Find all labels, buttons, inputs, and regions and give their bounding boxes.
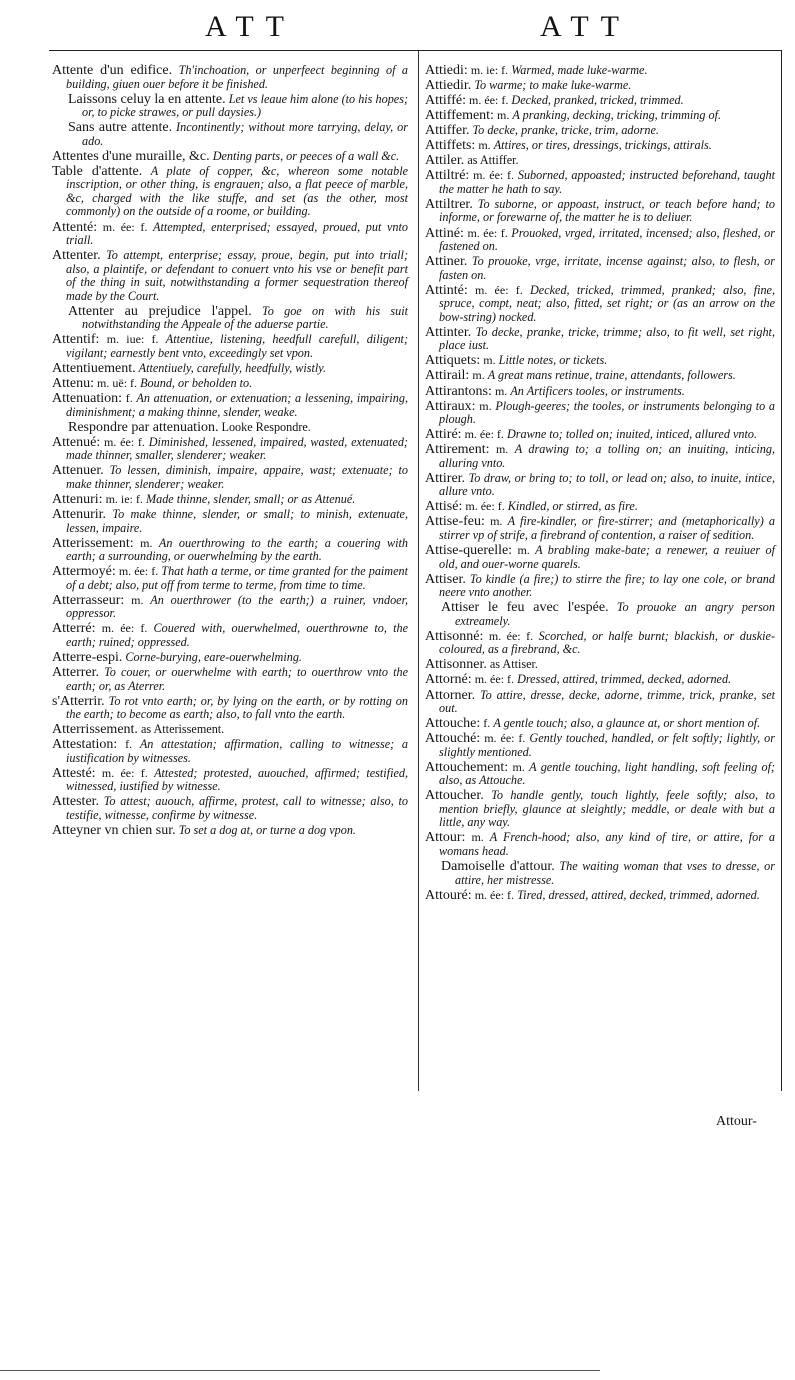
entry-definition: Prouoked, vrged, irritated, incensed; also, fleshed, or fastened on.	[439, 225, 775, 254]
entry-definition: To set a dog at, or turne a dog vpon.	[178, 822, 356, 837]
entry-grammar: m. ée: f.	[465, 499, 505, 514]
entry-headword: Attiffets:	[425, 138, 476, 154]
dictionary-entry	[52, 738, 408, 765]
entry-headword: Attenuri:	[52, 491, 103, 507]
entry-grammar: f.	[125, 737, 133, 752]
dictionary-entry	[425, 94, 775, 108]
entry-definition: Attentiuely, carefully, heedfully, wistly.	[138, 360, 327, 375]
entry-definition: as Attiser.	[489, 657, 538, 672]
entry-headword: Attisonner.	[425, 657, 487, 673]
entry-headword: Atterrasseur:	[52, 592, 125, 608]
dictionary-entry	[425, 198, 775, 225]
dictionary-entry	[425, 326, 775, 353]
dictionary-entry	[425, 400, 775, 427]
dictionary-entry	[425, 732, 775, 759]
entry-definition: A pranking, decking, tricking, trimming of.	[512, 108, 722, 123]
dictionary-entry	[52, 464, 408, 491]
entry-grammar: m.	[478, 138, 491, 153]
entry-headword: Attiner.	[425, 254, 468, 270]
entry-headword: Attorner.	[425, 687, 476, 703]
entry-definition: To attest; auouch, affirme, protest, call to witnesse; also, to testifie, witnesse, confirme by witnesse.	[66, 794, 408, 822]
dictionary-entry	[52, 594, 408, 621]
entry-definition: Warmed, made luke-warme.	[511, 63, 648, 77]
entry-headword: Attiquets:	[425, 353, 481, 369]
dictionary-entry	[52, 377, 408, 391]
dictionary-entry	[52, 493, 408, 507]
entry-definition: To handle gently, touch lightly, feele softly; also, to mention briefly, glaunce at sleightly; meddle, or deale with but a little, any way.	[439, 788, 775, 830]
entry-headword: Damoiselle d'attour.	[441, 859, 555, 875]
entry-definition: Decked, tricked, trimmed, pranked; also, fine, spruce, compt, neat; also, fitted, set right; or (as an arrow on the bow-string) nocked.	[439, 282, 776, 324]
entry-grammar: m. iue: f.	[106, 332, 159, 347]
dictionary-entry	[425, 385, 775, 399]
dictionary-entry	[52, 537, 408, 564]
entry-definition: A gentle touch; also, a glaunce at, or short mention of.	[493, 716, 761, 731]
entry-headword: Atteyner vn chien sur.	[52, 822, 176, 838]
entry-definition: Th'inchoation, or unperfeect beginning of a building, giuen ouer before it be finished.	[66, 63, 409, 91]
entry-definition: Made thinne, slender, small; or as Attenué.	[145, 491, 356, 506]
dictionary-entry	[425, 124, 775, 138]
dictionary-entry	[52, 150, 408, 164]
entry-definition: Couered with, ouerwhelmed, ouerthrowne to, the earth; ruined; oppressed.	[66, 621, 409, 649]
dictionary-entry	[425, 717, 775, 731]
entry-headword: Attermoyé:	[52, 564, 116, 580]
entry-grammar: m.	[495, 442, 509, 457]
entry-definition: To draw, or bring to; to toll, or lead on; also, to inuite, intice, allure vnto.	[439, 470, 775, 499]
dictionary-entry	[52, 64, 408, 91]
entry-definition: Looke Respondre.	[221, 419, 311, 434]
dictionary-entry	[425, 369, 775, 383]
entry-definition: Tired, dressed, attired, decked, trimmed, adorned.	[517, 887, 760, 902]
entry-definition: as Attiffer.	[467, 153, 519, 168]
entry-headword: Attiffé:	[425, 93, 466, 109]
entry-grammar: m.	[471, 830, 484, 845]
entry-headword: Laissons celuy la en attente.	[68, 91, 226, 107]
entry-headword: Attentif:	[52, 332, 100, 348]
entry-grammar: f.	[125, 391, 133, 406]
entry-definition: To kindle (a fire;) to stirre the fire; to lay one cole, or brand neere vnto another.	[439, 571, 775, 600]
entry-headword: Attiffement:	[425, 108, 494, 124]
entry-definition: Little notes, or tickets.	[498, 353, 608, 368]
entry-headword: Attenuation:	[52, 391, 122, 407]
dictionary-entry	[425, 658, 775, 672]
entry-headword: Attester.	[52, 794, 100, 810]
dictionary-entry	[425, 689, 775, 716]
entry-headword: Attiser le feu avec l'espée.	[441, 600, 609, 616]
dictionary-entry	[425, 601, 775, 628]
dictionary-entry	[425, 515, 775, 542]
entry-grammar: m. ée: f.	[488, 628, 534, 643]
dictionary-entry	[425, 500, 775, 514]
entry-definition: Attested; protested, auouched, affirmed; testified, witnessed, iustified by witnesse.	[66, 765, 409, 794]
dictionary-entry	[52, 249, 408, 303]
entry-definition: To rot vnto earth; or, by lying on the earth, or by rotting on the earth; to become as earth; also, to fall vnto the earth.	[66, 693, 408, 722]
entry-headword: Attiffer.	[425, 123, 470, 139]
entry-headword: Attouche:	[425, 716, 481, 732]
entry-definition: An ouerthrower (to the earth;) a ruiner, vndoer, oppressor.	[66, 592, 409, 621]
dictionary-entry	[425, 227, 775, 254]
entry-definition: A drawing to; a tolling on; an inuiting, inticing, alluring vnto.	[439, 442, 776, 470]
entry-headword: Attirantons:	[425, 383, 492, 399]
entry-grammar: m. ée: f.	[101, 765, 148, 780]
entry-headword: Table d'attente.	[52, 163, 143, 179]
dictionary-entry	[52, 93, 408, 120]
entry-grammar: m. ée: f.	[484, 731, 526, 746]
entry-grammar: m. ie: f.	[105, 491, 143, 506]
entry-headword: Attise-querelle:	[425, 543, 513, 559]
entry-headword: Attiraux:	[425, 398, 476, 414]
dictionary-entry	[52, 824, 408, 838]
footer-rule	[0, 1370, 600, 1371]
entry-definition: To warme; to make luke-warme.	[474, 78, 632, 93]
dictionary-entry	[425, 789, 775, 830]
entry-headword: Attiné:	[425, 225, 464, 241]
entry-headword: Attente d'un edifice.	[52, 63, 173, 78]
running-head-left: ATT	[205, 10, 296, 43]
entry-definition: To decke, pranke, tricke, trim, adorne.	[472, 123, 659, 138]
entry-grammar: m.	[490, 514, 503, 529]
entry-headword: Attouché:	[425, 731, 481, 747]
dictionary-entry	[425, 169, 775, 196]
entry-headword: Atterré:	[52, 621, 96, 637]
entry-definition: To attempt, enterprise; essay, proue, begin, put into triall; also, a plaintife, or defendant to conuert vnto his vse or benefit part of the thing in suit, notwithstanding a former sequestration thereof made by the Court.	[66, 248, 409, 303]
dictionary-entry	[52, 508, 408, 535]
entry-headword: Sans autre attente.	[68, 120, 173, 136]
entry-definition: Denting parts, or peeces of a wall &c.	[212, 148, 400, 163]
dictionary-entry	[425, 673, 775, 687]
left-column	[52, 64, 408, 839]
entry-headword: Attenu:	[52, 376, 94, 392]
dictionary-entry	[52, 651, 408, 665]
dictionary-entry	[425, 860, 775, 887]
entry-headword: Attirail:	[425, 368, 470, 384]
dictionary-entry	[425, 354, 775, 368]
dictionary-entry	[52, 421, 408, 435]
entry-definition: To lessen, diminish, impaire, appaire, wast; extenuate; to make thinner, slenderer; weaker.	[66, 463, 408, 491]
entry-definition: A brabling make-bate; a renewer, a reuiuer of old, and ouer-worne quarels.	[439, 543, 776, 571]
dictionary-entry	[52, 767, 408, 794]
dictionary-entry	[52, 436, 408, 463]
dictionary-entry	[425, 889, 775, 903]
entry-headword: Attiltré:	[425, 168, 470, 184]
entry-definition: Diminished, lessened, impaired, wasted, extenuated; made thinner, smaller, slenderer; weaker.	[66, 434, 408, 463]
entry-definition: Attires, or tires, dressings, trickings, attirals.	[493, 138, 712, 153]
entry-grammar: m. ée: f.	[474, 672, 515, 687]
entry-headword: s'Atterrir.	[52, 693, 105, 709]
dictionary-entry	[52, 165, 408, 219]
entry-definition: Incontinently; without more tarrying, delay, or ado.	[82, 120, 408, 148]
entry-headword: Attiser.	[425, 571, 466, 587]
entry-headword: Respondre par attenuation.	[68, 419, 219, 435]
entry-grammar: m.	[494, 383, 508, 398]
entry-grammar: m. ée: f.	[474, 887, 515, 902]
entry-definition: To make thinne, slender, or small; to minish, extenuate, lessen, impaire.	[66, 506, 409, 535]
dictionary-entry	[52, 333, 408, 360]
dictionary-entry	[425, 630, 775, 657]
entry-headword: Attour:	[425, 830, 466, 846]
entry-grammar: m. ée: f.	[118, 564, 159, 579]
entry-headword: Attirement:	[425, 442, 490, 458]
dictionary-entry	[52, 392, 408, 419]
entry-definition: Dressed, attired, trimmed, decked, adorned.	[517, 672, 732, 687]
dictionary-entry	[425, 573, 775, 600]
entry-definition: A fire-kindler, or fire-stirrer; and (metaphorically) a stirrer vp of strife, a firebrand of contention, a raiser of sedition.	[439, 514, 776, 542]
entry-grammar: m. uë: f.	[97, 376, 138, 391]
entry-headword: Attoucher.	[425, 788, 484, 804]
entry-grammar: m.	[483, 353, 496, 368]
entry-definition: A great mans retinue, traine, attendants, followers.	[487, 368, 736, 383]
entry-grammar: m.	[517, 543, 530, 558]
entry-headword: Atterre-espi.	[52, 649, 123, 665]
entry-headword: Atterissement:	[52, 535, 134, 551]
entry-grammar: m. ée: f.	[104, 434, 145, 449]
entry-definition: To prouoke, vrge, irritate, incense against; also, to flesh, or fasten on.	[439, 254, 775, 282]
entry-grammar: m. ie: f.	[470, 63, 509, 77]
entry-grammar: m. ée: f.	[469, 93, 509, 108]
dictionary-entry	[52, 565, 408, 592]
entry-headword: Attiedi:	[425, 63, 468, 78]
entry-grammar: m. ée: f.	[473, 168, 515, 183]
entry-headword: Attiré:	[425, 427, 462, 443]
entry-headword: Attiler.	[425, 153, 465, 169]
entry-definition: An attenuation, or extenuation; a lessening, impairing, diminishment; a making thinne, slender, weake.	[66, 391, 409, 419]
entry-headword: Attouré:	[425, 887, 472, 903]
dictionary-entry	[425, 284, 775, 325]
dictionary-entry	[425, 443, 775, 470]
dictionary-entry	[425, 255, 775, 282]
entry-headword: Attenté:	[52, 219, 98, 235]
entry-grammar: m.	[131, 592, 144, 607]
entry-headword: Attorné:	[425, 672, 472, 688]
dictionary-entry	[425, 79, 775, 93]
dictionary-entry	[425, 64, 775, 78]
entry-headword: Attenter au prejudice l'appel.	[68, 303, 252, 319]
entry-headword: Atterrer.	[52, 664, 100, 680]
entry-headword: Attise-feu:	[425, 514, 485, 530]
dictionary-entry	[52, 622, 408, 649]
entry-headword: Attentes d'une muraille, &c.	[52, 148, 210, 164]
entry-definition: A gentle touching, light handling, soft feeling of; also, as Attouche.	[439, 759, 776, 788]
running-head-right: ATT	[540, 10, 631, 43]
entry-definition: An ouerthrowing to the earth; a couering with earth; a surrounding, or ouerwhelming by the earth.	[66, 535, 409, 564]
entry-definition: as Atterissement.	[140, 722, 225, 737]
entry-definition: To suborne, or appoast, instruct, or teach before hand; to informe, or forewarne of, the matter he is to deliuer.	[439, 196, 775, 225]
entry-definition: Drawne to; tolled on; inuited, inticed, allured vnto.	[506, 427, 757, 442]
entry-headword: Attenurir.	[52, 506, 107, 522]
dictionary-entry	[425, 831, 775, 858]
entry-headword: Attisonné:	[425, 628, 484, 644]
entry-headword: Attentiuement.	[52, 360, 136, 376]
entry-headword: Attisé:	[425, 499, 463, 515]
entry-definition: Plough-geeres; the tooles, or instruments belonging to a plough.	[439, 398, 776, 427]
dictionary-entry	[425, 428, 775, 442]
dictionary-entry	[52, 305, 408, 332]
dictionary-entry	[52, 362, 408, 376]
entry-headword: Atterrissement.	[52, 722, 138, 738]
entry-grammar: m. ée: f.	[467, 225, 508, 240]
entry-headword: Attenuer.	[52, 463, 104, 479]
entry-grammar: m.	[512, 759, 525, 774]
entry-headword: Attiltrer.	[425, 196, 473, 212]
entry-grammar: m.	[497, 108, 510, 123]
entry-definition: Bound, or beholden to.	[140, 376, 253, 391]
entry-headword: Attestation:	[52, 737, 118, 753]
dictionary-entry	[425, 109, 775, 123]
entry-grammar: m.	[472, 368, 485, 383]
entry-definition: A plate of copper, &c, whereon some notable inscription, or other thing, is engrauen; also, a flat peece of marble, &c, charged with the like stuffe, and set (as the other, most commonly) on the outside of a roome, or building.	[66, 163, 408, 219]
entry-definition: An Artificers tooles, or instruments.	[510, 383, 685, 398]
entry-definition: Gently touched, handled, or felt softly; lightly, or slightly mentioned.	[439, 731, 775, 759]
entry-definition: That hath a terme, or time granted for the paiment of a debt; also, put off from terme to terme, from time to time.	[66, 564, 408, 592]
entry-definition: Suborned, appoasted; instructed beforehand, taught the matter he hath to say.	[439, 168, 776, 196]
entry-grammar: m.	[140, 535, 153, 550]
entry-headword: Attinté:	[425, 282, 468, 298]
dictionary-entry	[52, 723, 408, 737]
entry-grammar: m. ée: f.	[475, 282, 523, 297]
dictionary-entry	[425, 154, 775, 168]
entry-grammar: m.	[479, 398, 492, 413]
catchword: Attour-	[716, 1114, 757, 1129]
entry-definition: To couer, or ouerwhelme with earth; to ouerthrow vnto the earth; or, as Aterrer.	[66, 664, 408, 693]
dictionary-entry	[52, 795, 408, 822]
dictionary-entry	[425, 544, 775, 571]
dictionary-entry	[425, 139, 775, 153]
entry-definition: A French-hood; also, any kind of tire, or attire, for a womans head.	[439, 830, 776, 859]
entry-definition: Decked, pranked, tricked, trimmed.	[511, 93, 684, 108]
dictionary-entry	[52, 666, 408, 693]
dictionary-entry	[425, 761, 775, 788]
entry-definition: An attestation; affirmation, calling to witnesse; a iustification by witnesses.	[66, 737, 409, 765]
entry-grammar: m. ée: f.	[464, 427, 504, 442]
column-divider	[418, 51, 419, 1091]
entry-headword: Attenué:	[52, 434, 101, 450]
entry-definition: To decke, pranke, tricke, trimme; also, to fit well, set right, place iust.	[439, 324, 775, 353]
dictionary-entry	[52, 221, 408, 248]
entry-grammar: f.	[483, 716, 491, 731]
entry-definition: Corne-burying, eare-ouerwhelming.	[125, 649, 302, 664]
entry-headword: Attinter.	[425, 324, 472, 340]
entry-definition: Scorched, or halfe burnt; blackish, or duskie-coloured, as a firebrand, &c.	[439, 628, 775, 657]
dictionary-entry	[425, 472, 775, 499]
right-column	[425, 64, 775, 904]
entry-headword: Attenter.	[52, 248, 101, 264]
entry-grammar: m. ée: f.	[101, 621, 148, 636]
entry-headword: Attiedir.	[425, 78, 472, 94]
dictionary-entry	[52, 695, 408, 722]
entry-grammar: m. ée: f.	[102, 219, 148, 234]
entry-definition: Let vs leaue him alone (to his hopes; or, to picke strawes, or pull daysies.)	[82, 91, 409, 120]
entry-definition: To prouoke an angry person extreamely.	[455, 600, 775, 628]
entry-headword: Attirer.	[425, 470, 466, 486]
entry-definition: Kindled, or stirred, as fire.	[507, 499, 638, 514]
entry-definition: The waiting woman that vses to dresse, or attire, her mistresse.	[455, 859, 775, 887]
entry-definition: To attire, dresse, decke, adorne, trimme, trick, pranke, set out.	[439, 687, 776, 716]
entry-headword: Attesté:	[52, 765, 96, 781]
entry-definition: To goe on with his suit notwithstanding the Appeale of the aduerse partie.	[82, 303, 408, 332]
entry-definition: Attempted, enterprised; essayed, proued, put vnto triall.	[66, 219, 409, 248]
dictionary-entry	[52, 121, 408, 148]
entry-definition: Attentiue, listening, heedfull carefull, diligent; vigilant; earnestly bent vnto, exceedingly set vpon.	[66, 332, 409, 360]
entry-headword: Attouchement:	[425, 759, 509, 775]
